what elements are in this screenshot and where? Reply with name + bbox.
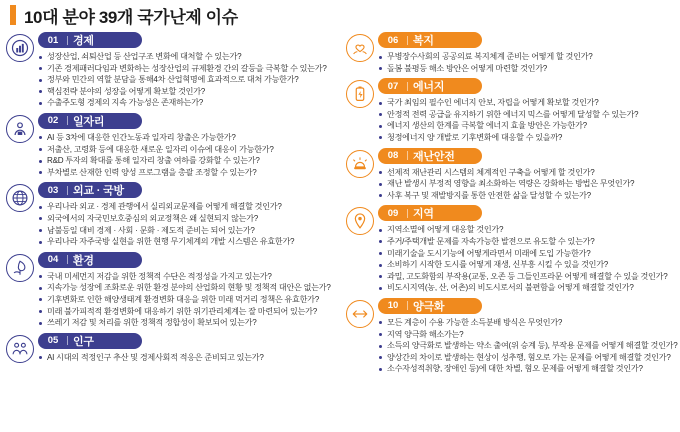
title-divider xyxy=(67,116,68,125)
leaf-hand-icon xyxy=(6,254,34,282)
group-number: 06 xyxy=(387,34,399,46)
issue-group xyxy=(340,148,680,202)
worker-icon xyxy=(6,115,34,143)
issue-item: 기존 경제패러다임과 변화하는 성장산업의 규제환경 간의 갈등을 극복할 수 있는가? xyxy=(38,63,340,75)
title-divider xyxy=(67,36,68,45)
group-title-row xyxy=(378,32,680,48)
group-title-pill xyxy=(38,32,142,48)
group-title-pill xyxy=(38,333,142,349)
group-number: 08 xyxy=(387,150,399,162)
issue-item: 저출산, 고령화 등에 대응한 새로운 일자리 이슈에 대응이 가능한가? xyxy=(38,144,340,156)
group-title-label: 지역 xyxy=(413,208,434,221)
group-title-pill xyxy=(378,148,482,164)
title-divider xyxy=(407,151,408,160)
issue-item: AI 시대의 적정인구 추산 및 경제사회적 적응은 준비되고 있는가? xyxy=(38,352,340,364)
issue-item: 에너지 생산의 한계를 극복할 에너지 효율 방안은 가능한가? xyxy=(378,120,680,132)
group-number: 07 xyxy=(387,80,399,92)
issue-group xyxy=(340,298,680,375)
issue-list xyxy=(378,51,680,74)
group-title-pill xyxy=(378,205,482,221)
map-pin-icon xyxy=(346,207,374,235)
group-title-pill xyxy=(378,32,482,48)
issue-list xyxy=(38,352,340,364)
group-title-label: 경제 xyxy=(73,35,94,47)
issue-group xyxy=(0,113,340,178)
group-number: 03 xyxy=(47,184,59,196)
group-title-row xyxy=(378,205,680,221)
issue-item: 양상간의 차이로 발생하는 현상이 성추행, 혐오로 가는 문제를 어떻게 해결할 것인가? xyxy=(378,352,680,364)
issue-item: 지속가능 성장에 조화로운 위한 환경 분야의 산업화의 현황 및 정책적 대안은 없는가? xyxy=(38,282,340,294)
issue-item: 모든 계층이 수용 가능한 소득분배 방식은 무엇인가? xyxy=(378,317,680,329)
issue-list xyxy=(38,51,340,109)
group-title-pill xyxy=(378,298,482,314)
issue-item: 핵심전략 분야의 성장을 어떻게 확보할 것인가? xyxy=(38,86,340,98)
siren-icon xyxy=(346,150,374,178)
issue-item: 미래기술을 도시기능에 어떻게라면서 미래에 도입 가능한가? xyxy=(378,248,680,260)
issue-item: 국가 최임의 필수인 에너지 안보, 자립을 어떻게 확보할 것인가? xyxy=(378,97,680,109)
title-divider xyxy=(67,336,68,345)
issue-list xyxy=(378,167,680,202)
issue-list xyxy=(378,317,680,375)
balance-arrows-icon xyxy=(346,300,374,328)
issue-list xyxy=(378,97,680,143)
issue-list xyxy=(38,271,340,329)
issue-item: 지역 양극화 해소가는? xyxy=(378,329,680,341)
group-number: 04 xyxy=(47,254,59,266)
group-title-row xyxy=(38,252,340,268)
issue-item: 국내 미세먼지 저감을 위한 정책적 수단은 적정성을 가지고 있는가? xyxy=(38,271,340,283)
issue-group xyxy=(340,78,680,143)
issue-group xyxy=(0,252,340,329)
group-title-row xyxy=(38,182,340,198)
issue-item: 소수자성적취향, 장애인 등)에 대한 차별, 혐오 문제를 어떻게 해결할 것인가? xyxy=(378,363,680,375)
group-title-pill xyxy=(378,78,482,94)
issue-item: 청정에너지 양 개발로 기후변화에 대응할 수 있을까? xyxy=(378,132,680,144)
issue-group xyxy=(0,182,340,247)
group-title-pill xyxy=(38,252,142,268)
issue-item: 쓰레기 저감 및 처리를 위한 정책적 정합성이 확보되어 있는가? xyxy=(38,317,340,329)
issue-item: R&D 투자의 확대를 통해 일자리 창출 여하를 강화할 수 있는가? xyxy=(38,155,340,167)
group-number: 02 xyxy=(47,115,59,127)
page-title: 10대 분야 39개 국가난제 이슈 xyxy=(24,7,238,27)
issue-item: 미래 불가피적적 환경변화에 대응하기 위한 위기관리체계는 잘 마련되어 있는가? xyxy=(38,306,340,318)
page-header xyxy=(0,0,680,30)
issue-item: 성장산업, 쇠퇴산업 등 산업구조 변화에 대처할 수 있는가? xyxy=(38,51,340,63)
group-number: 10 xyxy=(387,300,399,312)
issue-item: 우리나라 자주국방 실현을 위한 현행 무기체계의 개발 시스템은 유효한가? xyxy=(38,236,340,248)
issue-item: 돌봄 불평등 해소 방안은 어떻게 마련할 것인가? xyxy=(378,63,680,75)
issue-item: 수출주도형 경제의 지속 가능성은 존재하는가? xyxy=(38,97,340,109)
title-divider xyxy=(67,255,68,264)
issue-item: 무병장수사회의 공공의료 복지체계 준비는 어떻게 할 것인가? xyxy=(378,51,680,63)
issue-item: 비도시지역(농, 산, 어촌)의 비도시로서의 불편함을 어떻게 해결할 것인가? xyxy=(378,282,680,294)
issue-item: 남불등일 대비 경제 · 사회 · 문화 · 제도적 준비는 되어 있는가? xyxy=(38,225,340,237)
issue-item: 기후변화로 인한 해양생태계 환경변화 대응을 위한 미래 먹거리 정책은 유효한가? xyxy=(38,294,340,306)
group-title-label: 양극화 xyxy=(413,300,445,313)
coin-chart-icon xyxy=(6,34,34,62)
issue-item: 선제적 재난관리 시스템의 체계적인 구축을 어떻게 할 것인가? xyxy=(378,167,680,179)
left-column xyxy=(0,32,340,367)
group-title-row xyxy=(378,78,680,94)
issue-list xyxy=(38,132,340,178)
issue-group xyxy=(0,333,340,364)
group-title-pill xyxy=(38,113,142,129)
issue-item: 외국에서의 자국민보호중심의 외교정책은 왜 실현되지 않는가? xyxy=(38,213,340,225)
group-title-row xyxy=(38,113,340,129)
group-title-label: 복지 xyxy=(413,35,434,47)
issue-item: 소득의 양극화로 발생하는 약소 출여(위 승계 등), 부작용 문제를 어떻게 해결할 것인가? xyxy=(378,340,680,352)
issue-item: 과밀, 고도화함의 부작용(교통, 오존 등 그들인프라문 어떻게 해결할 수 있을 것인가? xyxy=(378,271,680,283)
globe-icon xyxy=(6,184,34,212)
issue-item: 부차별로 산재한 인력 양성 프로그램을 총괄 조정할 수 있는가? xyxy=(38,167,340,179)
group-number: 09 xyxy=(387,207,399,219)
issue-item: 재난 발생시 부정적 영향을 최소화하는 역량은 강화하는 방법은 무엇인가? xyxy=(378,178,680,190)
group-title-label: 환경 xyxy=(73,254,94,267)
group-title-label: 일자리 xyxy=(73,115,105,128)
issue-item: 지역소멸에 어떻게 대응할 것인가? xyxy=(378,224,680,236)
issue-item: 정부와 민간의 역할 분담을 통해4차 산업혁명에 효과적으로 대처 가능한가? xyxy=(38,74,340,86)
issue-list xyxy=(378,224,680,294)
group-title-label: 인구 xyxy=(73,335,94,348)
group-title-row xyxy=(38,333,340,349)
issue-list xyxy=(38,201,340,247)
title-divider xyxy=(407,209,408,218)
group-title-label: 에너지 xyxy=(413,81,445,94)
group-number: 01 xyxy=(47,34,59,46)
issue-item: 안정적 전력 공급을 유지하기 위한 에너지 믹스를 어떻게 달성할 수 있는가? xyxy=(378,109,680,121)
group-title-pill xyxy=(38,182,142,198)
title-divider xyxy=(407,36,408,45)
issue-item: AI 등 3차에 대응한 인간노동과 일자리 창출은 가능한가? xyxy=(38,132,340,144)
issue-item: 우리나라 외교 · 경제 관행에서 실리외교문제를 어떻게 해결할 것인가? xyxy=(38,201,340,213)
title-divider xyxy=(67,186,68,195)
title-divider xyxy=(407,82,408,91)
group-title-row xyxy=(378,148,680,164)
group-title-row xyxy=(38,32,340,48)
issue-group xyxy=(340,205,680,294)
issue-group xyxy=(0,32,340,109)
issue-group xyxy=(340,32,680,74)
group-title-row xyxy=(378,298,680,314)
battery-icon xyxy=(346,80,374,108)
welfare-hands-icon xyxy=(346,34,374,62)
issue-item: 소비하기 시작한 도시를 어떻게 재생, 신부흥 시킬 수 있을 것인가? xyxy=(378,259,680,271)
issue-item: 주거/주택개발 문제를 자속가능한 발전으로 유도할 수 있는가? xyxy=(378,236,680,248)
title-divider xyxy=(407,301,408,310)
right-column xyxy=(340,32,680,379)
family-icon xyxy=(6,335,34,363)
group-number: 05 xyxy=(47,335,59,347)
group-title-label: 재난안전 xyxy=(413,150,455,163)
header-accent-bar xyxy=(10,5,16,25)
issue-item: 사후 복구 및 재발방지를 통한 안전한 삶을 달성할 수 있는가? xyxy=(378,190,680,202)
group-title-label: 외교 · 국방 xyxy=(73,185,124,198)
